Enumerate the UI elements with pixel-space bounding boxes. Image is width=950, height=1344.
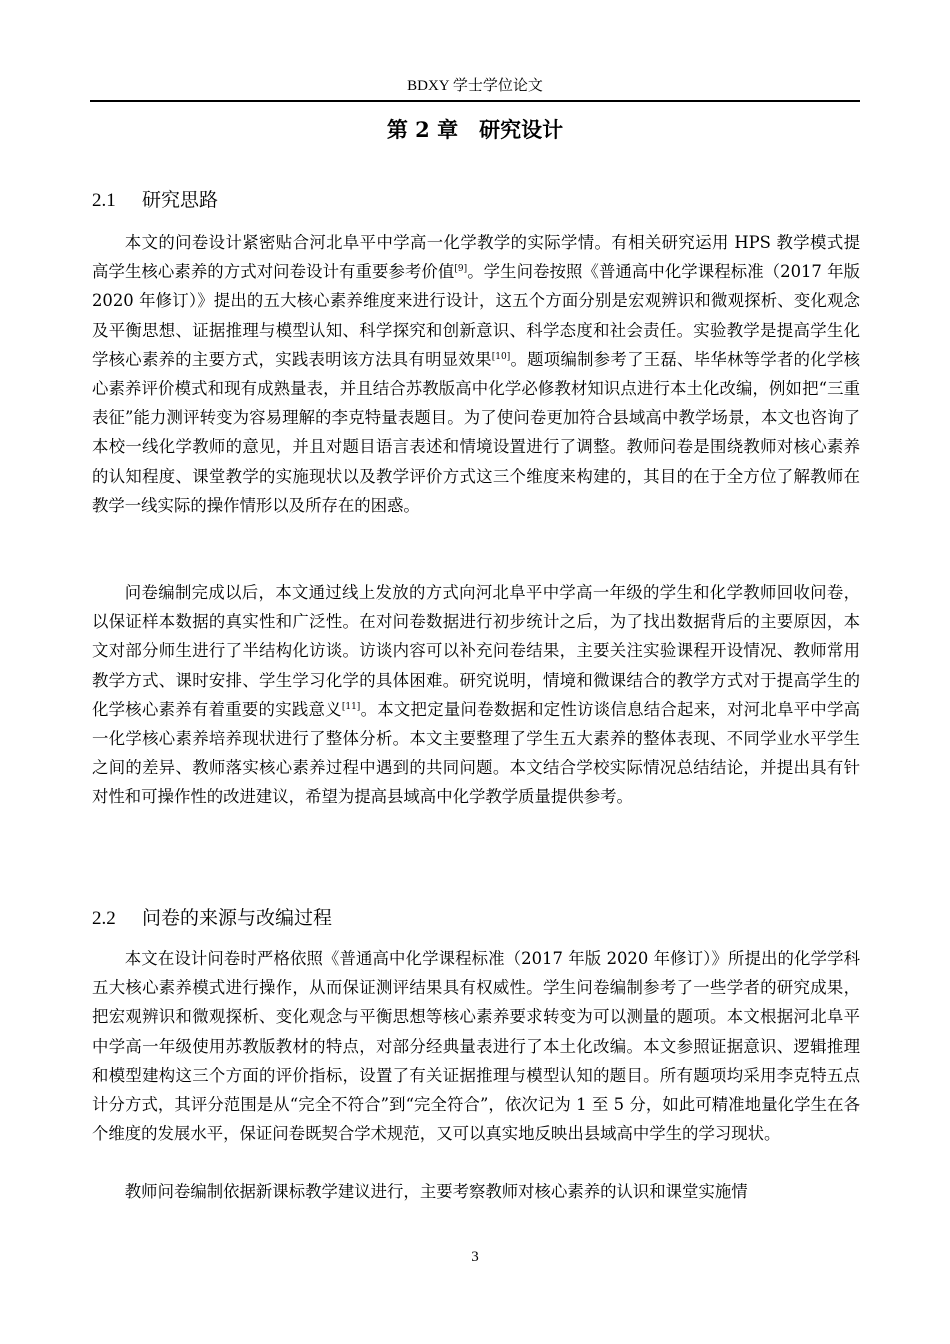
text-run: 教师问卷编制依据新课标教学建议进行，主要考察教师对核心素养的认识和课堂实施情 [124, 1182, 748, 1201]
header-rule [90, 100, 860, 102]
section-title: 研究思路 [142, 189, 219, 211]
citation-marker: [9] [454, 264, 468, 275]
paragraph [92, 1177, 860, 1206]
section-heading-2-1 [92, 186, 218, 215]
page-number: 3 [471, 1249, 479, 1265]
text-run: 。学生问卷按照《普通高中化学课程标准（2017 年版 2020 年修订）》提出的五大核心素养维度来进行设计，这五个方面分别是宏观辨识和微观探析、变化观念及平衡思想、证据推理与模型认知、科学探究和创新意识、科学态度和社会责任。实验教学是提高学生化学核心素养的主要方式，实践表明该方法具有明显效果 [92, 262, 861, 369]
paragraph [92, 944, 860, 1148]
section-number: 2.1 [92, 190, 116, 211]
text-run: 本文在设计问卷时严格依照《普通高中化学课程标准（2017 年版 2020 年修订）》所提出的化学学科五大核心素养模式进行操作，从而保证测评结果具有权威性。学生问卷编制参考了一些学者的研究成果，把宏观辨识和微观探析、变化观念与平衡思想等核心素养要求转变为可以测量的题项。本文根据河北阜平中学高一年级使用苏教版教材的特点，对部分经典量表进行了本土化改编。本文参照证据意识、逻辑推理和模型建构这三个方面的评价指标，设置了有关证据推理与模型认知的题目。所有题项均采用李克特五点计分方式，其评分范围是从“完全不符合”到“完全符合”，依次记为 1 至 5 分，如此可精准地量化学生在各个维度的发展水平，保证问卷既契合学术规范，又可以真实地反映出县域高中学生的学习现状。 [92, 949, 860, 1144]
running-header: BDXY 学士学位论文 [407, 78, 543, 94]
text-run: 。题项编制参考了王磊、毕华林等学者的化学核心素养评价模式和现有成熟量表，并且结合苏教版高中化学必修教材知识点进行本土化改编，例如把“三重表征”能力测评转变为容易理解的李克特量表题目。为了使问卷更加符合县域高中教学场景，本文也咨询了本校一线化学教师的意见，并且对题目语言表述和情境设置进行了调整。教师问卷是围绕教师对核心素养的认知程度、课堂教学的实施现状以及教学评价方式这三个维度来构建的，其目的在于全方位了解教师在教学一线实际的操作情形以及所存在的困惑。 [92, 349, 861, 515]
section-title: 问卷的来源与改编过程 [142, 907, 333, 929]
section-heading-2-2 [92, 904, 332, 933]
chapter-title: 第 2 章 研究设计 [386, 117, 564, 142]
paragraph [92, 228, 860, 520]
paragraph [92, 578, 860, 812]
citation-marker: [11] [341, 701, 361, 712]
text-run: 本文的问卷设计紧密贴合河北阜平中学高一化学教学的实际学情。有相关研究运用 HPS 教学模式提高学生核心素养的方式对问卷设计有重要参考价值 [92, 233, 860, 282]
section-number: 2.2 [92, 908, 116, 929]
citation-marker: [10] [491, 351, 511, 362]
text-run: 。本文把定量问卷数据和定性访谈信息结合起来，对河北阜平中学高一化学核心素养培养现状进行了整体分析。本文主要整理了学生五大素养的整体表现、不同学业水平学生之间的差异、教师落实核心素养过程中遇到的共同问题。本文结合学校实际情况总结结论，并提出具有针对性和可操作性的改进建议，希望为提高县域高中化学教学质量提供参考。 [92, 699, 861, 807]
text-run: 问卷编制完成以后，本文通过线上发放的方式向河北阜平中学高一年级的学生和化学教师回收问卷，以保证样本数据的真实性和广泛性。在对问卷数据进行初步统计之后，为了找出数据背后的主要原因，本文对部分师生进行了半结构化访谈。访谈内容可以补充问卷结果，主要关注实验课程开设情况、教师常用教学方式、课时安排、学生学习化学的具体困难。研究说明，情境和微课结合的教学方式对于提高学生的化学核心素养有着重要的实践意义 [92, 583, 860, 719]
